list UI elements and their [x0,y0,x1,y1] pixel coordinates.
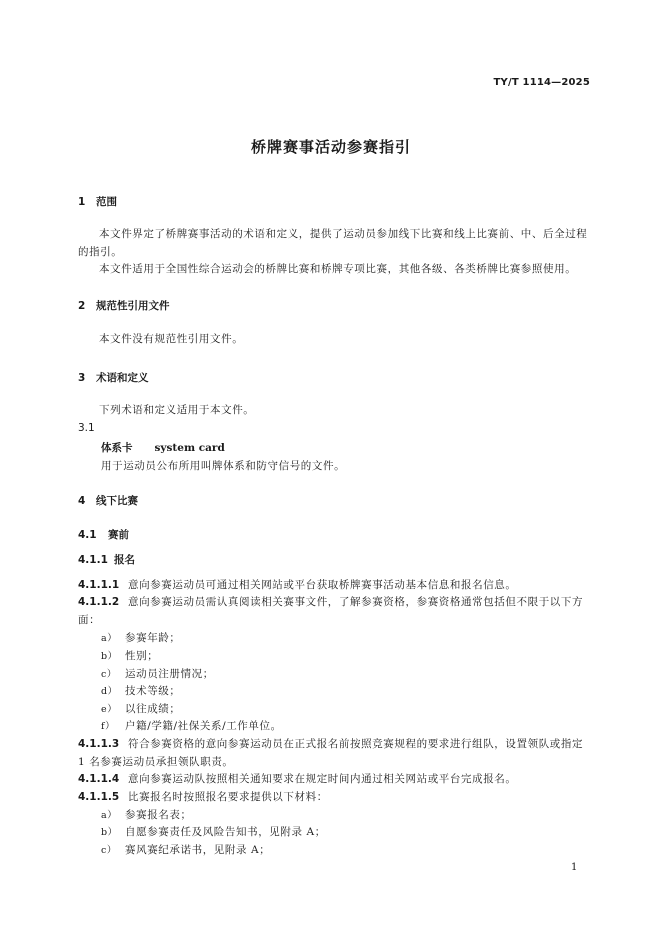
list-marker: b） [101,651,118,662]
list-marker: c） [101,845,118,856]
list-text: 技术等级； [125,685,181,697]
section-title: 线下比赛 [96,495,138,507]
section-title: 范围 [96,196,117,208]
clause-text: 意向参赛运动员需认真阅读相关赛事文件，了解参赛资格，参赛资格通常包括但不限于以下方面： [78,596,584,626]
list-marker: d） [101,686,118,697]
term-english: system card [154,442,225,454]
clause-4-1-1-5 [78,789,590,807]
clause-number: 4.1.1.2 [78,596,120,608]
list-item [101,807,192,822]
document-title: 桥牌赛事活动参赛指引 [250,138,411,156]
page-number: 1 [571,862,578,873]
subsection-title: 赛前 [108,529,129,541]
term-heading [101,440,225,455]
clause-number: 4.1.1.5 [78,791,120,803]
subsection-number: 4.1 [78,529,97,541]
list-text: 运动员注册情况； [125,668,214,680]
section-number: 2 [78,300,86,312]
term-definition: 用于运动员公布所用叫牌体系和防守信号的文件。 [101,460,346,472]
list-item [101,718,282,733]
section-1-paragraph-1: 本文件界定了桥牌赛事活动的术语和定义，提供了运动员参加线下比赛和线上比赛前、中、后全过程的指引。 [78,228,588,258]
list-text: 赛风赛纪承诺书，见附录 A； [125,844,271,856]
list-item [101,683,181,698]
section-number: 3 [78,372,86,384]
subsection-title: 报名 [114,554,135,566]
clause-text: 比赛报名时按照报名要求提供以下材料： [128,791,328,803]
subsection-4-1-1-heading [78,552,135,567]
section-title: 术语和定义 [96,372,149,384]
list-item [101,666,214,681]
list-marker: a） [101,810,118,821]
term-number: 3.1 [78,422,95,434]
list-marker: f） [101,721,116,732]
list-marker: e） [101,704,118,715]
section-number: 4 [78,495,86,507]
clause-number: 4.1.1.4 [78,773,120,785]
clause-text: 符合参赛资格的意向参赛运动员在正式报名前按照竞赛规程的要求进行组队，设置领队或指定 1 名参赛运动员承担领队职责。 [78,738,584,768]
section-2-heading [78,298,170,313]
list-text: 户籍/学籍/社保关系/工作单位。 [125,720,282,732]
term-chinese: 体系卡 [101,442,133,454]
section-number: 1 [78,196,86,208]
list-marker: b） [101,827,118,838]
list-marker: a） [101,633,118,644]
list-item [101,842,270,857]
clause-4-1-1-2 [78,594,590,629]
clause-4-1-1-4 [78,771,590,789]
list-text: 参赛年龄； [125,632,181,644]
standard-code: TY/T 1114—2025 [493,77,590,88]
list-text: 参赛报名表； [125,809,192,821]
clause-4-1-1-1 [78,577,590,595]
list-item [101,701,181,716]
list-text: 自愿参赛责任及风险告知书，见附录 A； [125,826,326,838]
section-title: 规范性引用文件 [96,300,170,312]
section-3-heading [78,370,149,385]
list-text: 性别； [125,650,159,662]
section-4-heading [78,493,138,508]
clause-number: 4.1.1.3 [78,738,120,750]
clause-text: 意向参赛运动队按照相关通知要求在规定时间内通过相关网站或平台完成报名。 [128,773,517,785]
clause-number: 4.1.1.1 [78,579,120,591]
list-text: 以往成绩； [125,703,181,715]
list-item [101,630,181,645]
section-3-paragraph: 下列术语和定义适用于本文件。 [99,404,255,416]
section-1-paragraph-2: 本文件适用于全国性综合运动会的桥牌比赛和桥牌专项比赛，其他各级、各类桥牌比赛参照使用。 [99,263,577,275]
list-item [101,824,326,839]
list-marker: c） [101,669,118,680]
subsection-number: 4.1.1 [78,554,108,566]
clause-text: 意向参赛运动员可通过相关网站或平台获取桥牌赛事活动基本信息和报名信息。 [128,579,517,591]
clause-4-1-1-3 [78,736,590,771]
section-1-heading [78,194,117,209]
section-2-paragraph: 本文件没有规范性引用文件。 [99,333,244,345]
subsection-4-1-heading [78,527,129,542]
list-item [101,648,158,663]
